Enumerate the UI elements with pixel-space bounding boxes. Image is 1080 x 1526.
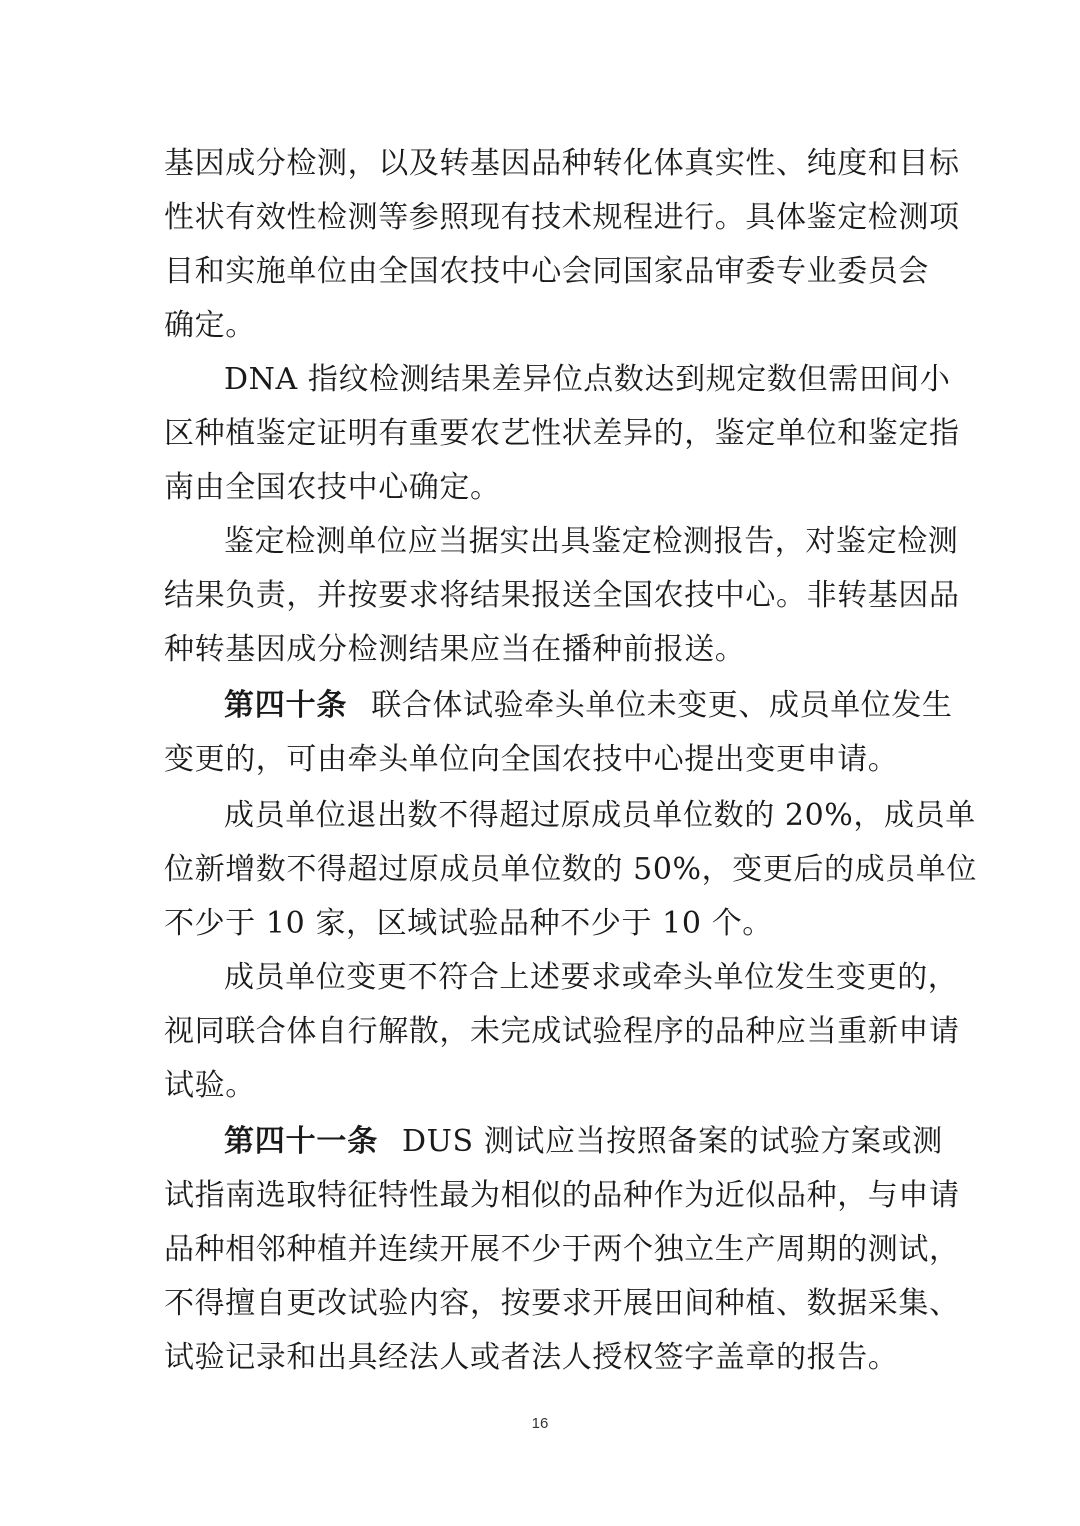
text-line: 性状有效性检测等参照现有技术规程进行。具体鉴定检测项 bbox=[164, 200, 960, 235]
page-number: 16 bbox=[531, 1415, 549, 1432]
text-line: 南由全国农技中心确定。 bbox=[164, 470, 501, 505]
text-line: 试验记录和出具经法人或者法人授权签字盖章的报告。 bbox=[164, 1340, 899, 1375]
text-line: DNA 指纹检测结果差异位点数达到规定数但需田间小 bbox=[224, 362, 951, 397]
article-heading: 第四十一条 bbox=[224, 1124, 378, 1159]
article-41-line bbox=[224, 1122, 943, 1162]
text-line: 品种相邻种植并连续开展不少于两个独立生产周期的测试， bbox=[164, 1232, 960, 1267]
text-line: 确定。 bbox=[164, 308, 256, 343]
text-line: 试验。 bbox=[164, 1068, 256, 1103]
text-line: 试指南选取特征特性最为相似的品种作为近似品种，与申请 bbox=[164, 1178, 960, 1213]
text-line: 变更的，可由牵头单位向全国农技中心提出变更申请。 bbox=[164, 742, 899, 777]
article-heading: 第四十条 bbox=[224, 688, 348, 723]
text-line: 种转基因成分检测结果应当在播种前报送。 bbox=[164, 632, 746, 667]
text-line: 视同联合体自行解散，未完成试验程序的品种应当重新申请 bbox=[164, 1014, 960, 1049]
text-line: 基因成分检测，以及转基因品种转化体真实性、纯度和目标 bbox=[164, 146, 960, 181]
text-line: 成员单位退出数不得超过原成员单位数的 20%，成员单 bbox=[224, 798, 976, 833]
text-line: 区种植鉴定证明有重要农艺性状差异的，鉴定单位和鉴定指 bbox=[164, 416, 960, 451]
text-line: 成员单位变更不符合上述要求或牵头单位发生变更的， bbox=[224, 960, 959, 995]
text-line: 结果负责，并按要求将结果报送全国农技中心。非转基因品 bbox=[164, 578, 960, 613]
text-line: 不得擅自更改试验内容，按要求开展田间种植、数据采集、 bbox=[164, 1286, 960, 1321]
text-line: 鉴定检测单位应当据实出具鉴定检测报告，对鉴定检测 bbox=[224, 524, 959, 559]
article-40-line bbox=[224, 686, 953, 726]
text-line: 联合体试验牵头单位未变更、成员单位发生 bbox=[371, 688, 953, 723]
text-line: DUS 测试应当按照备案的试验方案或测 bbox=[402, 1124, 943, 1159]
text-line: 目和实施单位由全国农技中心会同国家品审委专业委员会 bbox=[164, 254, 929, 289]
text-line: 位新增数不得超过原成员单位数的 50%，变更后的成员单位 bbox=[164, 852, 978, 887]
text-line: 不少于 10 家，区域试验品种不少于 10 个。 bbox=[164, 906, 773, 941]
